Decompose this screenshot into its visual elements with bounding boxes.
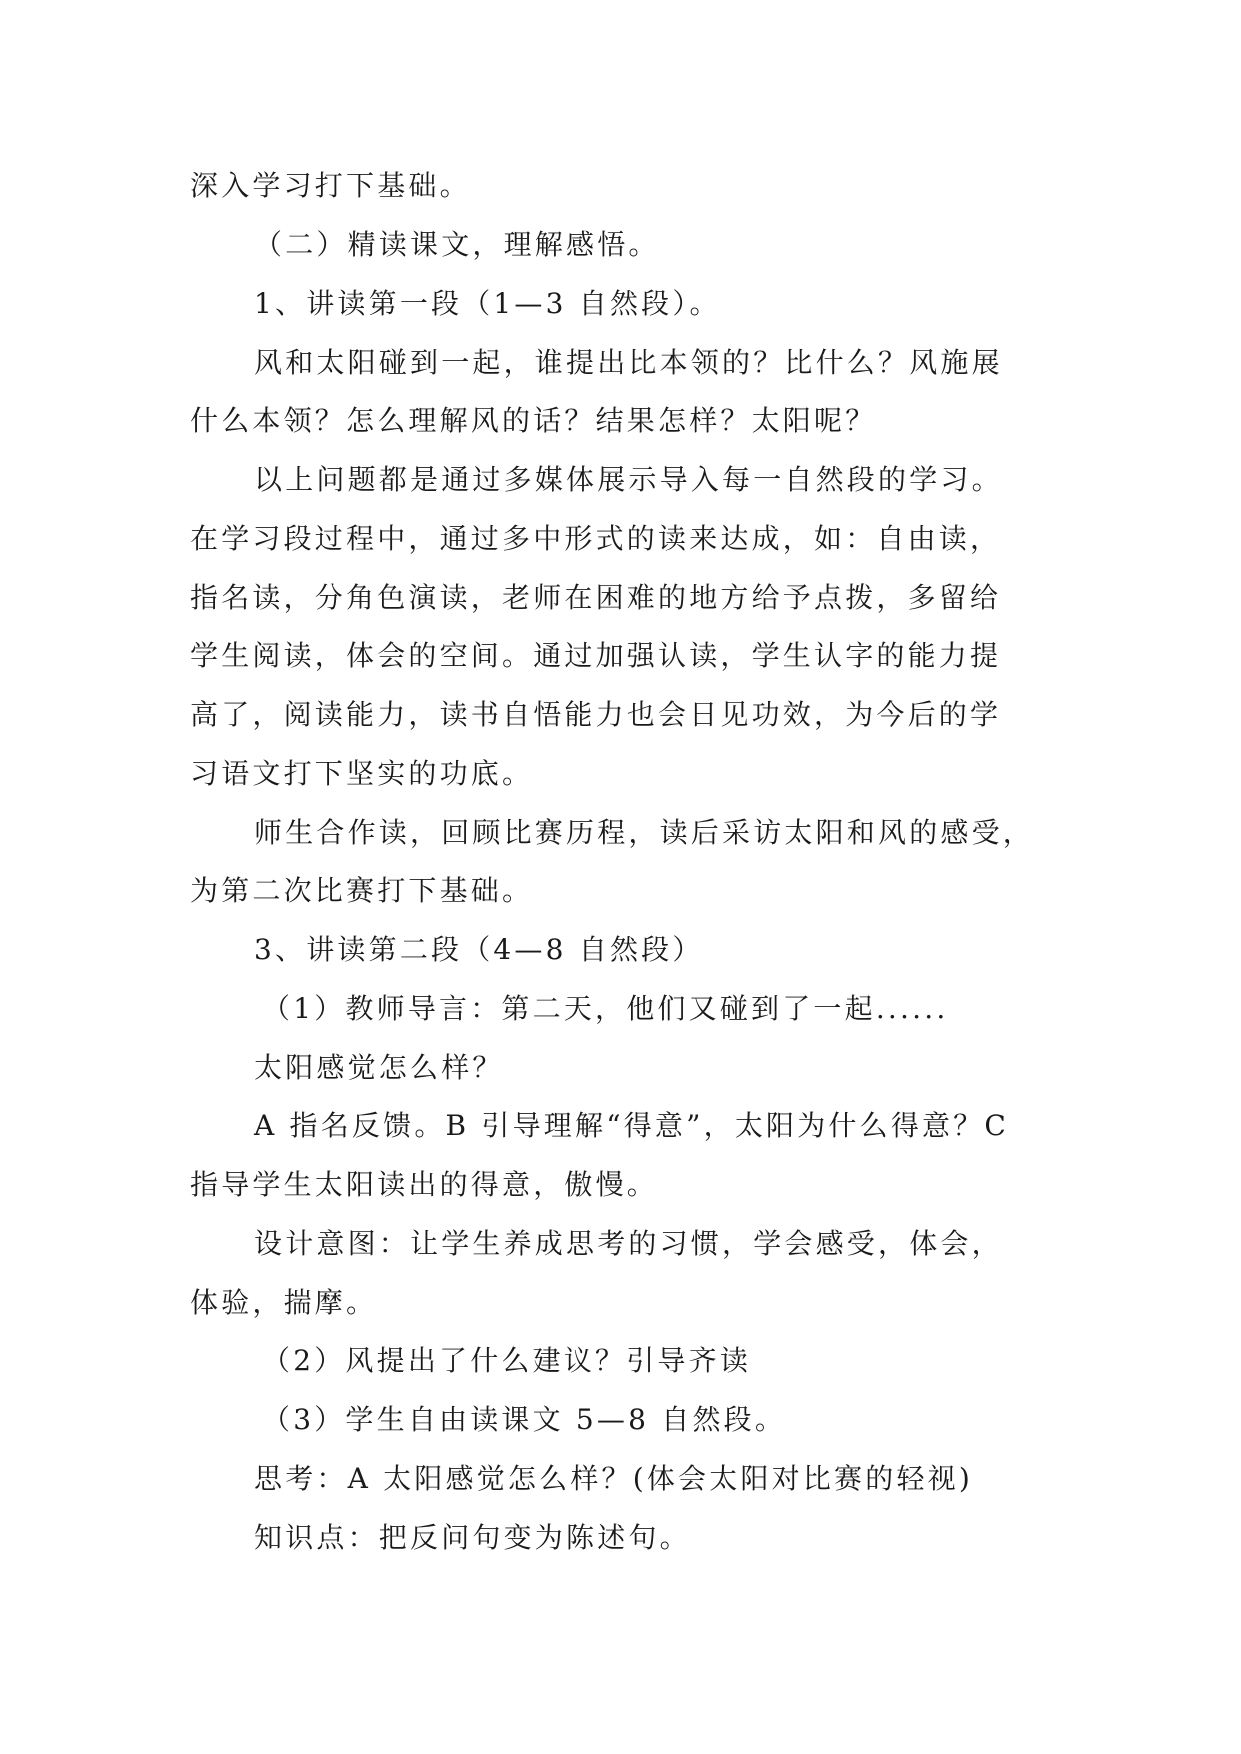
text-line: 知识点：把反问句变为陈述句。: [254, 1521, 691, 1554]
text-line: （2）风提出了什么建议？引导齐读: [262, 1344, 752, 1377]
text-line: （1）教师导言：第二天，他们又碰到了一起......: [262, 992, 949, 1025]
text-line: 指名读，分角色演读，老师在困难的地方给予点拨，多留给: [190, 581, 1002, 614]
section-heading: （二）精读课文，理解感悟。: [254, 228, 660, 261]
text-line: 师生合作读，回顾比赛历程，读后采访太阳和风的感受，: [254, 816, 1035, 849]
text-line: 太阳感觉怎么样？: [254, 1051, 504, 1084]
text-line: 指导学生太阳读出的得意，傲慢。: [190, 1168, 659, 1201]
text-line: 什么本领？怎么理解风的话？结果怎样？太阳呢？: [190, 404, 877, 437]
text-line: 体验，揣摩。: [190, 1286, 378, 1319]
text-line: 思考：A 太阳感觉怎么样？(体会太阳对比赛的轻视): [254, 1462, 973, 1495]
subsection-heading: 1、讲读第一段（1—3 自然段）。: [254, 287, 721, 320]
subsection-heading: 3、讲读第二段（4—8 自然段）: [254, 933, 704, 966]
text-line: 风和太阳碰到一起，谁提出比本领的？比什么？风施展: [254, 346, 1003, 379]
text-line: A 指名反馈。B 引导理解“得意”，太阳为什么得意？C: [254, 1109, 1010, 1142]
text-line: （3）学生自由读课文 5—8 自然段。: [262, 1403, 787, 1436]
text-line: 在学习段过程中，通过多中形式的读来达成，如：自由读，: [190, 522, 1002, 555]
text-line: 以上问题都是通过多媒体展示导入每一自然段的学习。: [254, 463, 1003, 496]
text-line: 设计意图：让学生养成思考的习惯，学会感受，体会，: [254, 1227, 1003, 1260]
text-line: 为第二次比赛打下基础。: [190, 874, 534, 907]
text-line: 深入学习打下基础。: [190, 169, 471, 202]
text-line: 高了，阅读能力，读书自悟能力也会日见功效，为今后的学: [190, 698, 1002, 731]
text-line: 学生阅读，体会的空间。通过加强认读，学生认字的能力提: [190, 639, 1002, 672]
text-line: 习语文打下坚实的功底。: [190, 757, 534, 790]
